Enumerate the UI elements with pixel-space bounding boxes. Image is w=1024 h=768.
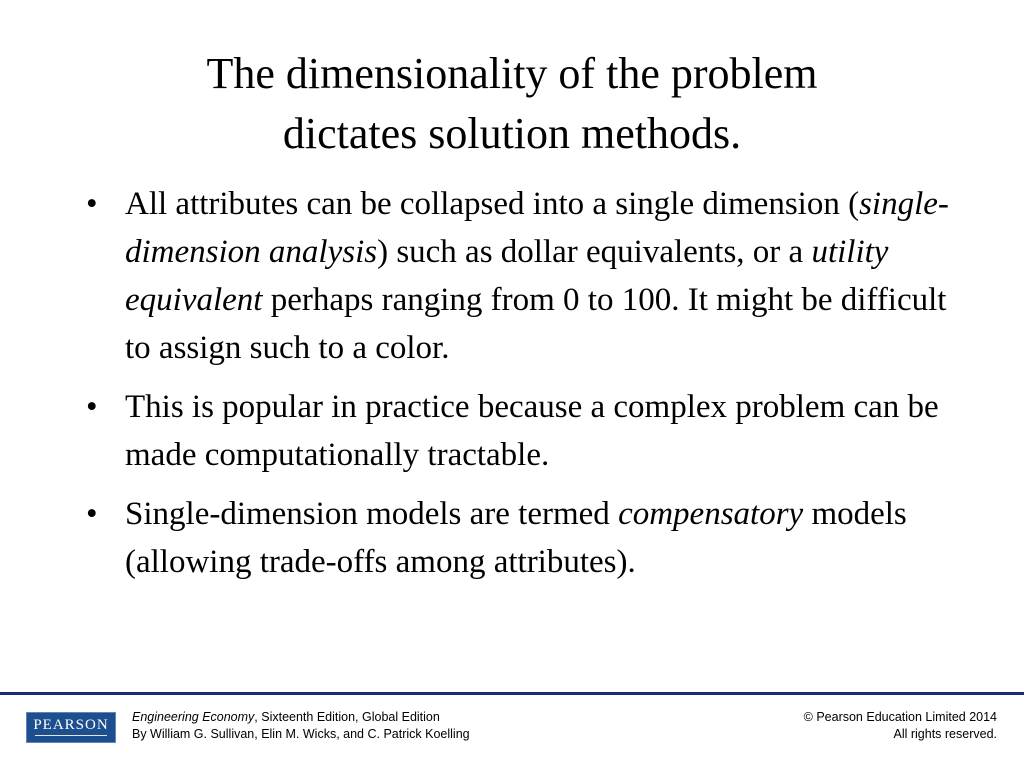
bullet-text-1 bbox=[125, 180, 964, 372]
bullet-item-1 bbox=[0, 180, 1024, 372]
bullet-1-term-utility-equivalent: utility equivalent bbox=[125, 234, 889, 318]
bullet-3-term-compensatory: compensatory bbox=[618, 496, 804, 532]
copyright-notice bbox=[804, 709, 997, 743]
footer-divider bbox=[0, 692, 1024, 695]
logo-underline bbox=[35, 735, 107, 736]
bullet-text-3 bbox=[125, 490, 964, 586]
bullet-1-segment-5: perhaps ranging from 0 to 100. It might be difficult to assign such to a color. bbox=[125, 282, 947, 366]
bullet-text-2: This is popular in practice because a complex problem can be made computationally tractable. bbox=[125, 389, 939, 473]
bullet-3-segment-1: Single-dimension models are termed bbox=[125, 496, 619, 532]
book-title: Engineering Economy bbox=[132, 710, 255, 724]
bullet-item-3 bbox=[0, 490, 1024, 586]
bullet-list bbox=[0, 180, 1024, 597]
pearson-logo-text: PEARSON bbox=[33, 717, 109, 733]
bullet-dot-icon: • bbox=[86, 389, 98, 425]
bullet-dot-icon: • bbox=[86, 496, 98, 532]
bullet-3-segment-3: models (allowing trade-offs among attributes). bbox=[125, 496, 907, 580]
slide-title bbox=[60, 44, 964, 164]
title-line-1: The dimensionality of the problem bbox=[206, 49, 818, 98]
book-edition: , Sixteenth Edition, Global Edition bbox=[254, 710, 440, 724]
book-authors: By William G. Sullivan, Elin M. Wicks, and C. Patrick Koelling bbox=[132, 727, 470, 741]
copyright-line: © Pearson Education Limited 2014 bbox=[803, 710, 997, 724]
book-title-line bbox=[132, 709, 470, 726]
rights-line: All rights reserved. bbox=[893, 727, 997, 741]
bullet-dot-icon: • bbox=[86, 186, 98, 222]
bullet-1-segment-3: ) such as dollar equivalents, or a bbox=[377, 234, 812, 270]
bullet-1-term-single-dimension: single-dimension analysis bbox=[125, 186, 949, 270]
bullet-1-segment-1: All attributes can be collapsed into a single dimension ( bbox=[125, 186, 860, 222]
bullet-item-2 bbox=[0, 383, 1024, 479]
pearson-logo bbox=[26, 712, 116, 743]
slide-footer bbox=[0, 700, 1024, 768]
title-line-2: dictates solution methods. bbox=[282, 109, 742, 158]
book-citation bbox=[132, 709, 470, 743]
